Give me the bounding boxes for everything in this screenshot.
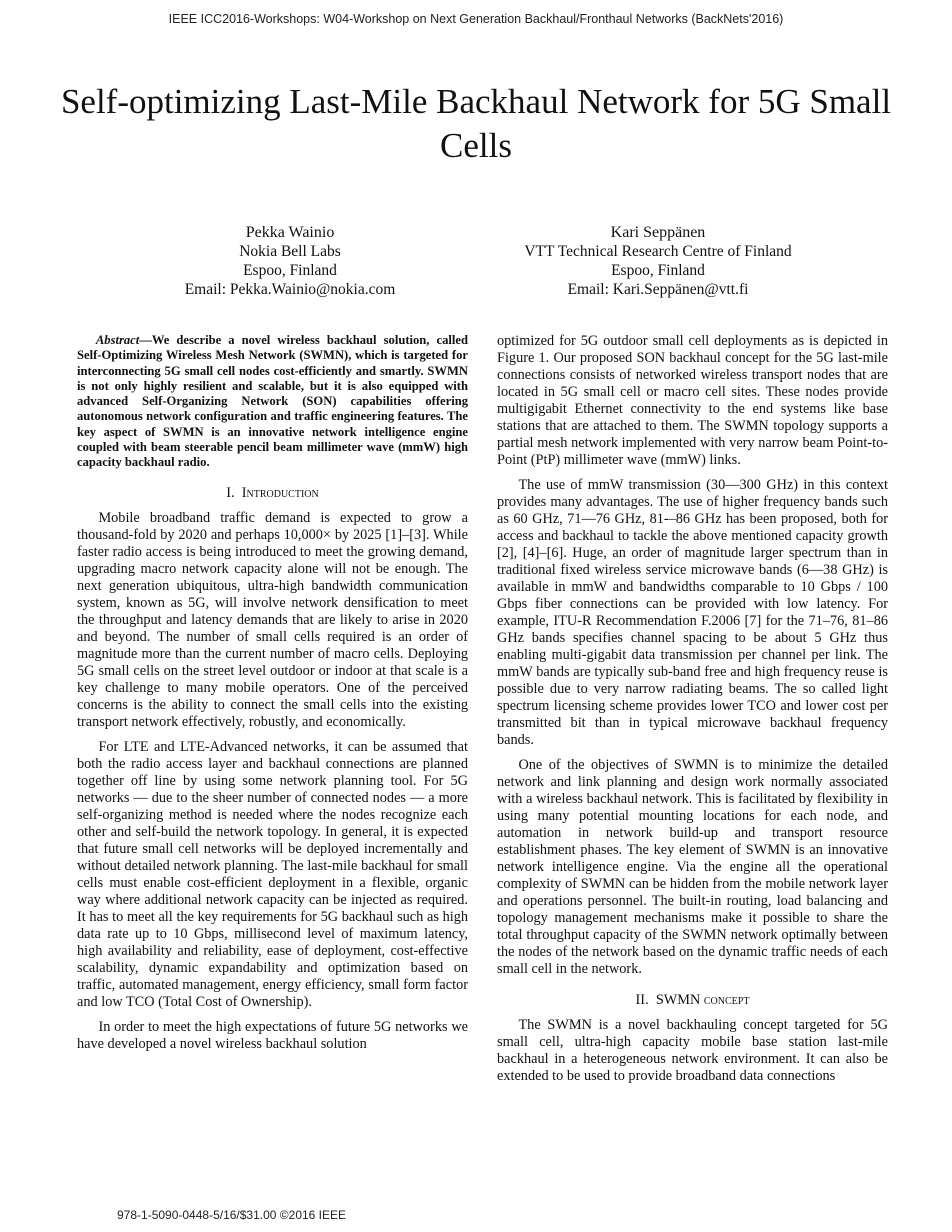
- author-block: [473, 223, 843, 299]
- author-location: Espoo, Finland: [243, 262, 337, 279]
- paragraph: The use of mmW transmission (30—300 GHz) in this context provides many advantages. The use of higher frequency bands such as 60 GHz, 71—76 GHz, 81-–86 GHz has been proposed, both for access and backhaul to tackle the above mentioned capacity growth [2], [4]–[6]. Huge, an order of magnitude larger spectrum than in traditional fixed wireless service microwave bands (6—38 GHz) is available in mmW and bandwidths comparable to 10 Gbps / 100 Gbps fiber connections can be provided with low latency. For example, ITU-R Recommendation F.2006 [7] for the 71–76, 81–86 GHz bands specifies channel spacing to be about 5 GHz thus enabling multi-gigabit data transmission per channel per link. The mmW bands are typically sub-band free and high frequency reuse is possible due to very narrow radiating beams. The so called light spectrum licensing scheme provides lower TCO and lower cost per transmitted bit than in typical microwave backhaul frequency bands.: [497, 477, 888, 748]
- abstract: [77, 333, 468, 471]
- author-affiliation: Nokia Bell Labs: [239, 243, 341, 260]
- conference-header: IEEE ICC2016-Workshops: W04-Workshop on Next Generation Backhaul/Fronthaul Networks (BackNets'2016): [168, 12, 784, 26]
- section-number: I.: [226, 484, 235, 501]
- copyright-footer: 978-1-5090-0448-5/16/$31.00 ©2016 IEEE: [117, 1208, 347, 1222]
- author-location: Espoo, Finland: [611, 262, 705, 279]
- paragraph: The SWMN is a novel backhauling concept targeted for 5G small cell, ultra-high capacity mobile base station last-mile backhaul in a heterogeneous network environment. It can also be extended to be used to provide broadband data connections: [497, 1017, 888, 1084]
- author-name: Pekka Wainio: [245, 224, 335, 241]
- paragraph: One of the objectives of SWMN is to minimize the detailed network and link planning and design work normally associated with a wireless backhaul network. This is facilitated by flexibility in using many potential mounting locations for each node, and automation in network build-up and transport resource establishment phases. The key element of SWMN is an innovative network intelligence engine. Via the engine all the operational complexity of SWMN can be hidden from the mobile network layer and operations personnel. The built-in routing, load balancing and topology management mechanisms make it possible to share the total throughput capacity of the SWMN network optimally between the nodes of the network based on the dynamic traffic needs of each small cell in the network.: [497, 757, 888, 977]
- author-affiliation: VTT Technical Research Centre of Finland: [524, 243, 792, 260]
- section-heading: [497, 992, 888, 1009]
- section-heading: [77, 485, 468, 502]
- paragraph: optimized for 5G outdoor small cell deployments as is depicted in Figure 1. Our proposed SON backhaul concept for the 5G last-mile connections consists of networked wireless transport nodes that are located in 5G small cell or macro cell sites. These nodes provide multigigabit Ethernet connectivity to the end systems like base stations that are attached to them. The SWMN topology supports a partial mesh network implemented with very narrow beam Point-to-Point (PtP) millimeter wave (mmW) links.: [497, 333, 888, 468]
- right-column: [497, 333, 888, 1093]
- abstract-label: Abstract: [95, 333, 140, 347]
- paragraph: For LTE and LTE-Advanced networks, it can be assumed that both the radio access layer and backhaul connections are planned together off line by using some network planning tool. For 5G networks — due to the sheer number of connected nodes — a more self-organizing method is needed where the nodes recognize each other and self-build the network topology. In general, it is expected that future small cell networks will be deployed incrementally and without detailed network planning. The last-mile backhaul for small cells must enable cost-efficient deployment in a flexible, organic way where additional network capacity can be injected as required. It has to meet all the key requirements for 5G backhaul such as high data rate up to 10 Gbps, millisecond level of maximum latency, high availability and reliability, ease of deployment, cost-effective scalability, dynamic expandability and optimization based on traffic, automated management, energy efficiency, small form factor and low TCO (Total Cost of Ownership).: [77, 738, 468, 1010]
- section-title: SWMN concept: [655, 992, 750, 1008]
- author-email: Email: Kari.Seppänen@vtt.fi: [567, 281, 749, 298]
- section-number: II.: [635, 992, 649, 1008]
- paragraph: Mobile broadband traffic demand is expected to grow a thousand-fold by 2020 and perhaps 10,000× by 2025 [1]–[3]. While faster radio access is being introduced to meet the growing demand, upgrading macro network capacity alone will not be enough. The next generation ubiquitous, ultra-high bandwidth communication system, known as 5G, will involve network densification to meet the throughput and latency demands that are likely to arise in 2020 and beyond. The number of small cells required is an order of magnitude more than the current number of macro cells. Deploying 5G small cells on the street level outdoor or indoor at that scale is a key challenge to many mobile operators. One of the perceived concerns is the ability to connect the small cells into the existing transport network effectively, robustly, and economically.: [77, 509, 468, 730]
- section-title: Introduction: [241, 484, 319, 501]
- author-name: Kari Seppänen: [610, 224, 706, 241]
- left-column: [77, 333, 468, 1061]
- author-email: Email: Pekka.Wainio@nokia.com: [184, 281, 396, 298]
- author-block: [150, 223, 430, 299]
- paper-title: Self-optimizing Last-Mile Backhaul Network for 5G Small Cells: [60, 82, 892, 165]
- paragraph: In order to meet the high expectations of future 5G networks we have developed a novel wireless backhaul solution: [77, 1018, 468, 1052]
- abstract-text: —We describe a novel wireless backhaul solution, called Self-Optimizing Wireless Mesh Network (SWMN), which is targeted for interconnecting 5G small cell nodes cost-efficiently and smartly. SWMN is not only highly resilient and scalable, but it is also equipped with advanced Self-Organizing Network (SON) capabilities offering autonomous network configuration and traffic engineering features. The key aspect of SWMN is an innovative network intelligence engine coupled with beam steerable pencil beam millimeter wave (mmW) high capacity backhaul radio.: [77, 333, 468, 470]
